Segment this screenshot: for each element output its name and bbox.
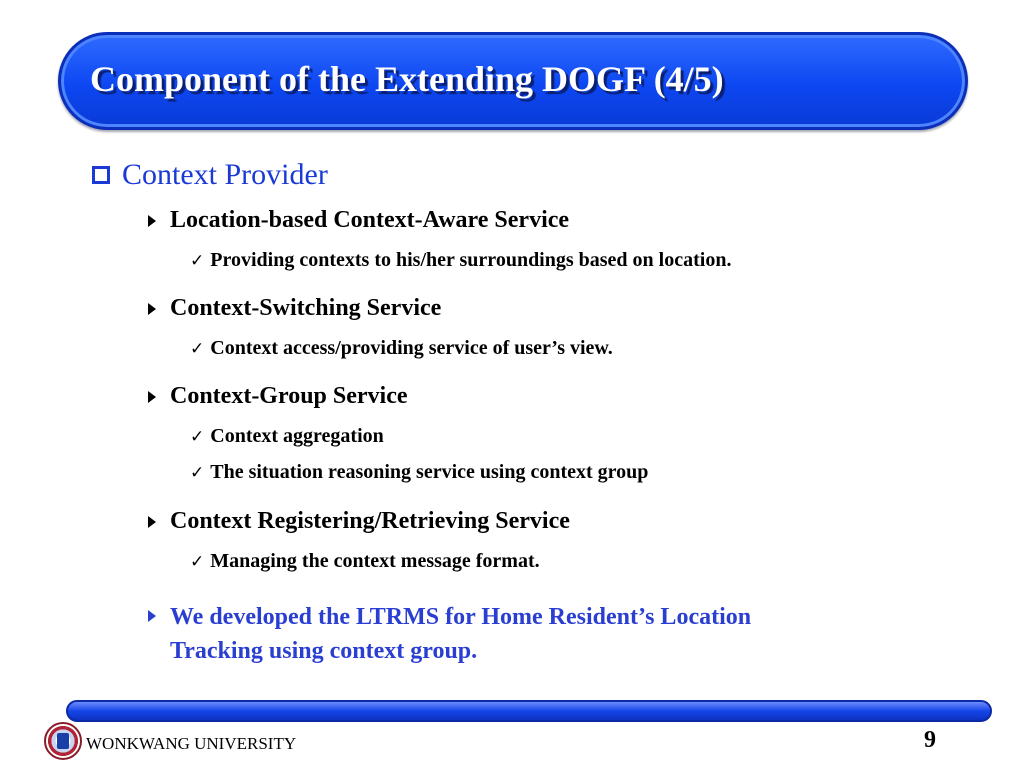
- list-item-label: Location-based Context-Aware Service: [170, 207, 570, 233]
- seal-emblem: [57, 733, 69, 749]
- sub-list-item-label: Providing contexts to his/her surroundings based on location.: [210, 249, 732, 271]
- sub-list-item: [190, 249, 731, 272]
- sub-list-item-label: Context aggregation: [210, 425, 384, 447]
- list-item-label: Context-Group Service: [170, 383, 408, 409]
- highlight-statement: [148, 600, 751, 668]
- check-mark-icon: ✓: [190, 250, 205, 271]
- triangle-arrow-icon: [148, 215, 156, 227]
- check-mark-icon: ✓: [190, 338, 205, 359]
- check-mark-icon: ✓: [190, 551, 205, 572]
- sub-list-item: [190, 461, 648, 484]
- sub-list-item-label: Context access/providing service of user’s view.: [210, 337, 613, 359]
- list-item: [148, 295, 441, 322]
- list-item: [148, 508, 570, 535]
- page-number: 9: [924, 727, 936, 753]
- university-seal-icon: [44, 722, 82, 760]
- highlight-line-1: We developed the LTRMS for Home Resident’s Location: [170, 604, 752, 630]
- triangle-arrow-icon: [148, 391, 156, 403]
- list-item: [148, 207, 569, 234]
- sub-list-item: [190, 337, 613, 360]
- sub-list-item-label: Managing the context message format.: [210, 550, 540, 572]
- slide-title: Component of the Extending DOGF (4/5): [90, 59, 724, 99]
- list-item: [148, 383, 408, 410]
- section-heading: [92, 158, 328, 192]
- sub-list-item-label: The situation reasoning service using context group: [210, 461, 649, 483]
- section-heading-label: Context Provider: [122, 158, 328, 191]
- footer-bar: [66, 700, 992, 722]
- check-mark-icon: ✓: [190, 462, 205, 483]
- check-mark-icon: ✓: [190, 426, 205, 447]
- highlight-line-2: Tracking using context group.: [170, 638, 478, 664]
- square-bullet-icon: [92, 166, 110, 184]
- triangle-arrow-icon: [148, 516, 156, 528]
- triangle-arrow-icon: [148, 610, 156, 622]
- sub-list-item: [190, 550, 540, 573]
- sub-list-item: [190, 425, 384, 448]
- list-item-label: Context Registering/Retrieving Service: [170, 508, 570, 534]
- triangle-arrow-icon: [148, 303, 156, 315]
- footer-university-name: WONKWANG UNIVERSITY: [86, 734, 297, 753]
- list-item-label: Context-Switching Service: [170, 295, 442, 321]
